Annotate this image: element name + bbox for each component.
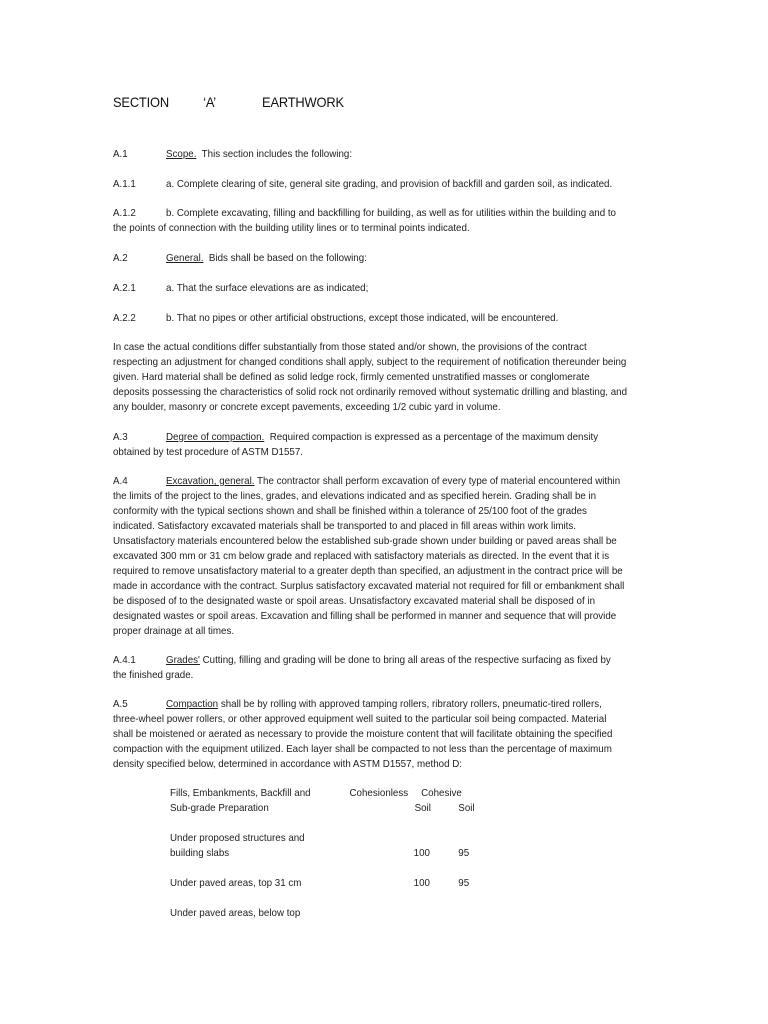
table-row-label: building slabs [170, 847, 230, 859]
para-line: the limits of the project to the lines, grades, and elevations indicated and as specified herein. Grading shall be in [113, 490, 597, 502]
para-number: A.2.1 [113, 282, 136, 294]
para-heading: Degree of compaction. [166, 431, 265, 443]
para-line: respecting an adjustment for changed conditions shall apply, subject to the requirement of notification thereunder being [113, 356, 627, 368]
para-line: designated wastes or spoil areas. Excavation and filling shall be performed in manner and sequence that will provide [113, 610, 617, 622]
para-text: b. That no pipes or other artificial obstructions, except those indicated, will be encountered. [166, 312, 559, 324]
section-letter: ‘A’ [203, 94, 216, 110]
para-line: three-wheel power rollers, or other approved equipment well suited to the particular soil being compacted. Material [113, 713, 607, 725]
para-line: Required compaction is expressed as a percentage of the maximum density [269, 431, 599, 443]
para-line: shall be moistened or aerated as necessary to provide the moisture content that will facilitate obtaining the specified [113, 728, 613, 740]
para-a1-2 [113, 206, 654, 236]
section-label: SECTION [113, 94, 169, 110]
table-header-col-3: Soil [458, 802, 475, 814]
para-a5 [113, 697, 654, 772]
section-title: EARTHWORK [262, 94, 344, 110]
para-line: Unsatisfactory materials encountered below the established sub-grade shown under building or paved areas shall be [113, 535, 617, 547]
para-line: In case the actual conditions differ substantially from those stated and/or shown, the provisions of the contract [113, 341, 587, 353]
para-text: a. That the surface elevations are as indicated; [166, 282, 369, 294]
table-cell: 100 [413, 877, 430, 889]
table-header-col-1: Sub-grade Preparation [170, 802, 269, 814]
para-number: A.3 [113, 431, 128, 443]
table-header-col-3: Cohesive [421, 787, 462, 799]
para-heading: Excavation, general. [166, 475, 255, 487]
para-line: deposits possessing the characteristics of solid rock not ordinarily removed without systematic drilling and blasting, and [113, 386, 627, 398]
para-line: obtained by test procedure of ASTM D1557. [113, 446, 303, 458]
para-heading-line [166, 251, 367, 266]
para-line: Cutting, filling and grading will be done to bring all areas of the respective surfacing as fixed by [202, 654, 611, 666]
para-number: A.4.1 [113, 654, 136, 666]
para-a4 [113, 474, 654, 639]
para-text: This section includes the following: [201, 148, 353, 160]
para-number: A.5 [113, 698, 128, 710]
table-cell: 95 [458, 847, 470, 859]
para-text: Bids shall be based on the following: [208, 252, 367, 264]
para-number: A.2 [113, 252, 128, 264]
para-line: be disposed of to the designated waste or spoil areas. Unsatisfactory excavated material shall be disposed of in [113, 595, 596, 607]
para-line: The contractor shall perform excavation of every type of material encountered within [257, 475, 621, 487]
table-row-label: Under proposed structures and [170, 832, 305, 844]
para-in-case [113, 340, 654, 415]
table-header-col-2: Cohesionless [349, 787, 409, 799]
para-line: given. Hard material shall be defined as solid ledge rock, firmly cemented unstratified masses or conglomerate [113, 371, 590, 383]
table-cell: 100 [413, 847, 430, 859]
para-line: b. Complete excavating, filling and backfilling for building, as well as for utilities within the building and to [166, 207, 616, 219]
table-header-col-1: Fills, Embankments, Backfill and [170, 787, 311, 799]
table-row-label: Under paved areas, below top [170, 907, 301, 919]
para-line: indicated. Satisfactory excavated materials shall be transported to and placed in fill areas within work limits. [113, 520, 576, 532]
table-row-label: Under paved areas, top 31 cm [170, 877, 302, 889]
para-line: made in accordance with the contract. Surplus satisfactory excavated material not required for fill or embankment shall [113, 580, 625, 592]
para-number: A.1.2 [113, 207, 136, 219]
para-line: excavated 300 mm or 31 cm below grade and replaced with satisfactory materials as directed. In the event that it is [113, 550, 610, 562]
para-heading: Scope. [166, 148, 197, 160]
para-number: A.1 [113, 148, 128, 160]
para-line: required to remove unsatisfactory material to a greater depth than specified, an adjustment in the contract price will be [113, 565, 623, 577]
para-line: any boulder, masonry or concrete except pavements, exceeding 1/2 cubic yard in volume. [113, 401, 501, 413]
para-a3 [113, 430, 654, 460]
para-number: A.1.1 [113, 178, 136, 190]
para-a4-1 [113, 653, 654, 683]
para-heading: General. [166, 252, 204, 264]
para-heading: Compaction [166, 698, 219, 710]
para-line: proper drainage at all times. [113, 625, 235, 637]
para-line: compaction with the equipment utilized. Each layer shall be compacted to not less than the percentage of maximum [113, 743, 612, 755]
para-heading-line [166, 147, 352, 162]
para-heading: Grades' [166, 654, 200, 666]
para-line: conformity with the typical sections shown and shall be finished within a tolerance of 25/100 foot of the grades [113, 505, 587, 517]
para-line: density specified below, determined in accordance with ASTM D1557, method D: [113, 758, 463, 770]
para-line: the points of connection with the building utility lines or to terminal points indicated. [113, 222, 470, 234]
table-cell: 95 [458, 877, 470, 889]
para-line: shall be by rolling with approved tamping rollers, ribratory rollers, pneumatic-tired rollers, [220, 698, 602, 710]
para-number: A.4 [113, 475, 128, 487]
para-line: the finished grade. [113, 669, 194, 681]
para-text: a. Complete clearing of site, general site grading, and provision of backfill and garden soil, as indicated. [166, 178, 613, 190]
table-header-col-2: Soil [414, 802, 431, 814]
para-number: A.2.2 [113, 312, 136, 324]
